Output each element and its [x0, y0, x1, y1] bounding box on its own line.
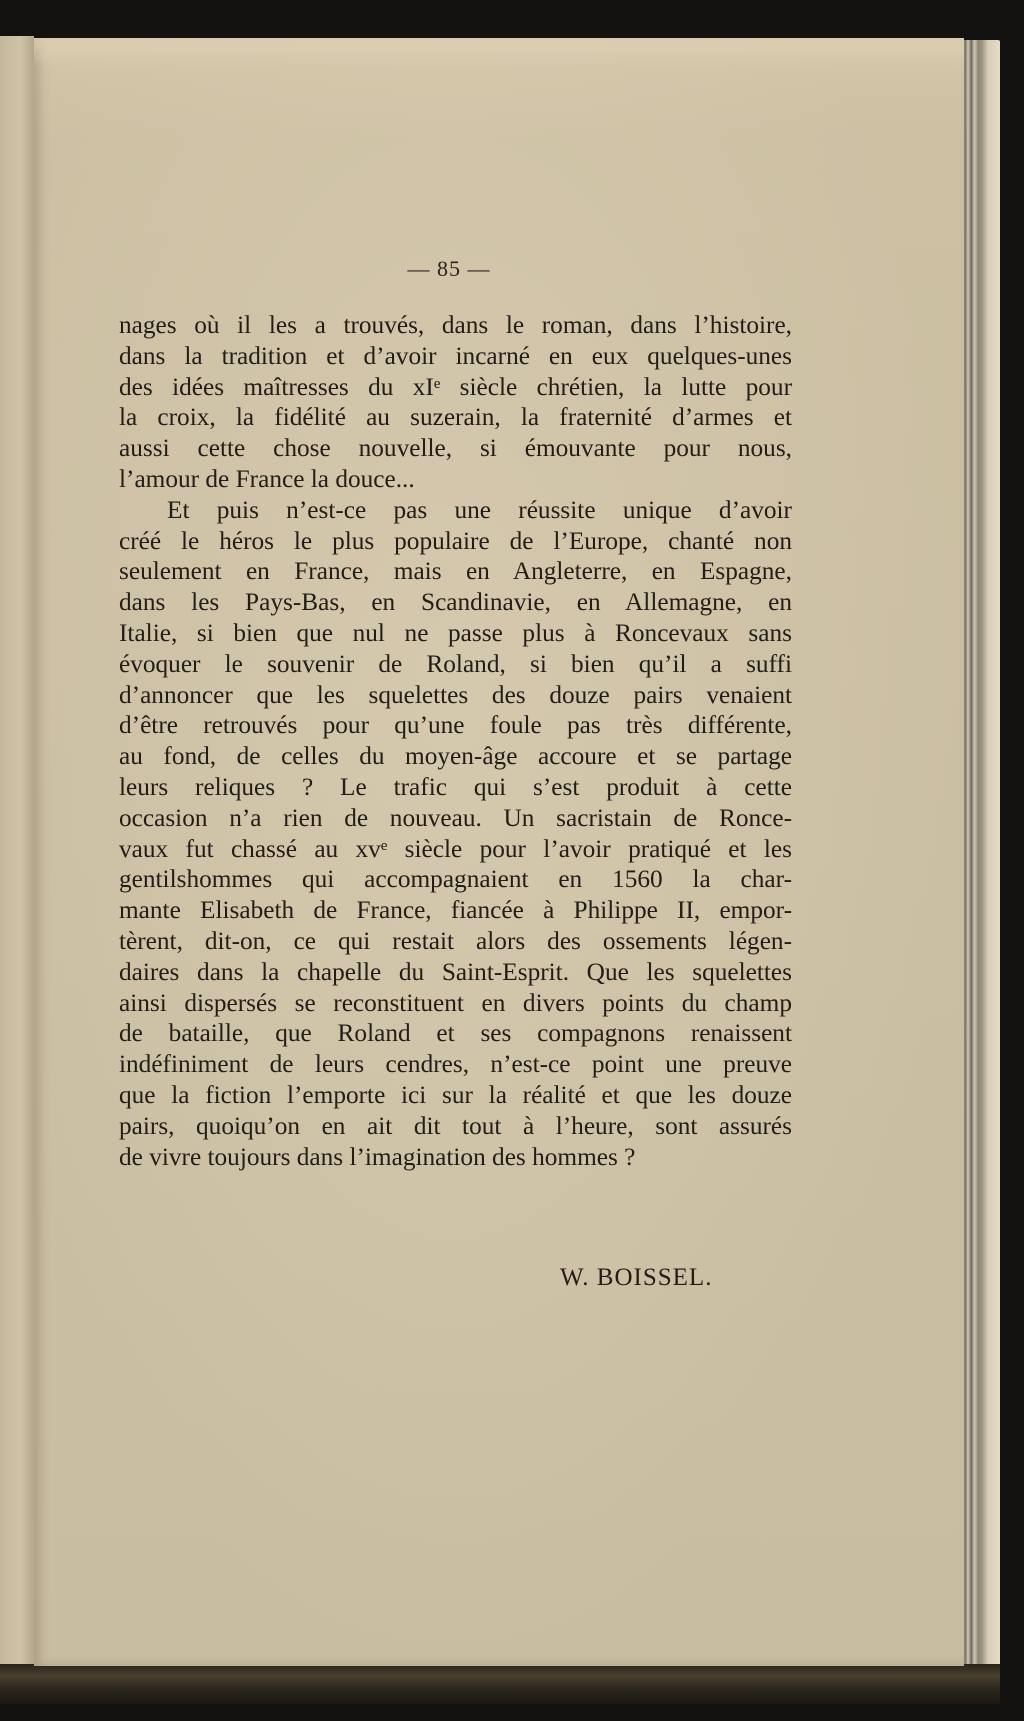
- text-line: évoquer le souvenir de Roland, si bien qu’il a suffi: [119, 649, 792, 678]
- text-line: nages où il les a trouvés, dans le roman, dans l’histoire,: [119, 311, 792, 339]
- text-line: daires dans la chapelle du Saint-Esprit. Que les squelettes: [119, 957, 792, 986]
- page-stack-edge: [960, 40, 1000, 1676]
- text-line: de vivre toujours dans l’imagination des hommes ?: [119, 1142, 636, 1171]
- text-line: au fond, de celles du moyen-âge accoure et se partage: [119, 742, 792, 771]
- body-text: [119, 310, 792, 1172]
- text-line: que la fiction l’emporte ici sur la réalité et que les douze: [119, 1080, 792, 1109]
- text-line: ainsi dispersés se reconstituent en divers points du champ: [119, 988, 792, 1017]
- text-line: aussi cette chose nouvelle, si émouvante pour nous,: [119, 434, 792, 463]
- text-line: Et puis n’est-ce pas une réussite unique d’avoir: [167, 495, 792, 524]
- text-line: seulement en France, mais en Angleterre, en Espagne,: [119, 557, 792, 586]
- text-line: créé le héros le plus populaire de l’Europe, chanté non: [119, 526, 792, 555]
- text-line: de bataille, que Roland et ses compagnons renaissent: [119, 1019, 792, 1048]
- text-line: tèrent, dit-on, ce qui restait alors des ossements légen-: [119, 926, 792, 955]
- text-line: gentilshommes qui accompagnaient en 1560 la char-: [119, 865, 792, 894]
- text-line: indéfiniment de leurs cendres, n’est-ce point une preuve: [119, 1050, 792, 1079]
- book-page: [34, 38, 964, 1666]
- text-line: d’annoncer que les squelettes des douze pairs venaient: [119, 680, 792, 709]
- text-line: mante Elisabeth de France, fiancée à Philippe II, empor-: [119, 896, 792, 925]
- page-number: — 85 —: [407, 256, 491, 281]
- facing-page-edge: [0, 36, 34, 1676]
- author-signature: W. BOISSEL.: [560, 1264, 713, 1291]
- text-line: leurs reliques ? Le trafic qui s’est produit à cette: [119, 772, 792, 801]
- text-line: la croix, la fidélité au suzerain, la fraternité d’armes et: [119, 403, 792, 432]
- text-line: Italie, si bien que nul ne passe plus à Roncevaux sans: [119, 618, 792, 647]
- text-line: des idées maîtresses du xIᵉ siècle chrétien, la lutte pour: [119, 372, 792, 401]
- text-line: dans les Pays-Bas, en Scandinavie, en Allemagne, en: [119, 588, 792, 617]
- book-bottom-edge: [0, 1664, 1000, 1704]
- text-line: dans la tradition et d’avoir incarné en eux quelques-unes: [119, 341, 792, 370]
- text-line: vaux fut chassé au xvᵉ siècle pour l’avoir pratiqué et les: [119, 834, 792, 863]
- torn-top-edge: [34, 38, 964, 68]
- text-line: l’amour de France la douce...: [119, 464, 415, 493]
- text-line: d’être retrouvés pour qu’une foule pas très différente,: [119, 711, 792, 740]
- text-line: occasion n’a rien de nouveau. Un sacristain de Ronce-: [119, 803, 792, 832]
- text-line: pairs, quoiqu’on en ait dit tout à l’heure, sont assurés: [119, 1111, 792, 1140]
